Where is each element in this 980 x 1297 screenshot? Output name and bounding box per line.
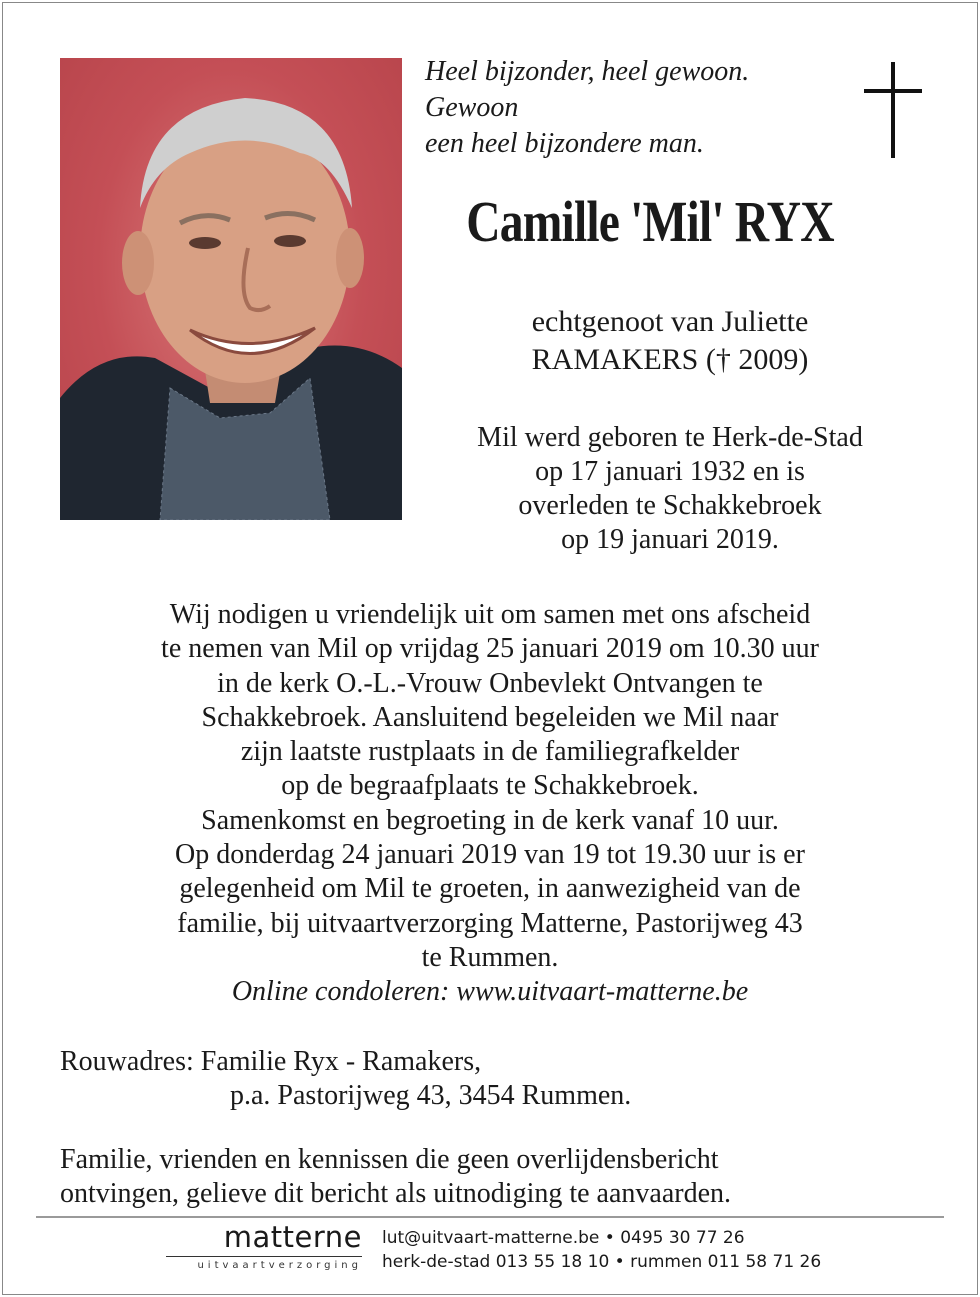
brand-underline <box>166 1256 362 1257</box>
invitation-line: Samenkomst en begroeting in de kerk vanaf 10 uur. <box>201 804 779 836</box>
cross-icon <box>864 62 922 158</box>
brand-name: matterne <box>223 1220 362 1254</box>
birth-line: op 19 januari 2019. <box>561 524 779 555</box>
invitation-line: Wij nodigen u vriendelijk uit om samen met ons afscheid <box>169 599 811 630</box>
invitation-line: Schakkebroek. Aansluitend begeleiden we Mil naar <box>201 701 779 733</box>
memorial-quote <box>425 54 825 162</box>
spouse-line: echtgenoot van Juliette <box>531 305 809 338</box>
contact-line: herk-de-stad 013 55 18 10 • rummen 011 58 71 26 <box>382 1252 822 1272</box>
portrait-photo <box>60 58 402 520</box>
invitation-line: gelegenheid om Mil te groeten, in aanwezigheid van de <box>179 873 801 905</box>
invitation-line: Op donderdag 24 januari 2019 van 19 tot 19.30 uur is er <box>175 839 805 871</box>
contact-line[interactable]: lut@uitvaart-matterne.be • 0495 30 77 26 <box>382 1228 745 1248</box>
birth-line: Mil werd geboren te Herk-de-Stad <box>477 422 863 453</box>
deceased-name: Camille 'Mil' RYX <box>466 189 834 254</box>
address-line: p.a. Pastorijweg 43, 3454 Rummen. <box>230 1080 632 1111</box>
spouse-info <box>430 303 910 379</box>
footer-contacts <box>382 1226 821 1274</box>
notice-line: ontvingen, gelieve dit bericht als uitnodiging te aanvaarden. <box>60 1178 732 1209</box>
invitation-line: te Rummen. <box>421 941 559 973</box>
funeral-invitation <box>40 598 940 1010</box>
footer-divider <box>36 1216 944 1218</box>
quote-line: een heel bijzondere man. <box>425 128 704 159</box>
online-condolence-link[interactable]: Online condoleren: www.uitvaart-matterne.be <box>231 976 749 1008</box>
invitation-line: op de begraafplaats te Schakkebroek. <box>281 770 699 802</box>
family-notice <box>60 1143 940 1211</box>
birth-line: op 17 januari 1932 en is <box>535 456 805 487</box>
funeral-home-logo <box>166 1220 362 1271</box>
quote-line: Heel bijzonder, heel gewoon. <box>425 56 750 87</box>
brand-subtitle: uitvaartverzorging <box>197 1260 362 1271</box>
invitation-line: in de kerk O.-L.-Vrouw Onbevlekt Ontvangen te <box>217 667 763 699</box>
invitation-line: zijn laatste rustplaats in de familiegrafkelder <box>240 736 740 768</box>
invitation-line: te nemen van Mil op vrijdag 25 januari 2019 om 10.30 uur <box>161 633 819 665</box>
mourning-address <box>60 1045 920 1113</box>
birth-death-info <box>420 421 920 557</box>
spouse-line: RAMAKERS († 2009) <box>531 343 809 376</box>
quote-line: Gewoon <box>425 92 519 123</box>
address-line: Rouwadres: Familie Ryx - Ramakers, <box>60 1046 482 1077</box>
notice-line: Familie, vrienden en kennissen die geen overlijdensbericht <box>60 1144 719 1175</box>
birth-line: overleden te Schakkebroek <box>518 490 822 521</box>
invitation-line: familie, bij uitvaartverzorging Matterne, Pastorijweg 43 <box>177 907 803 939</box>
